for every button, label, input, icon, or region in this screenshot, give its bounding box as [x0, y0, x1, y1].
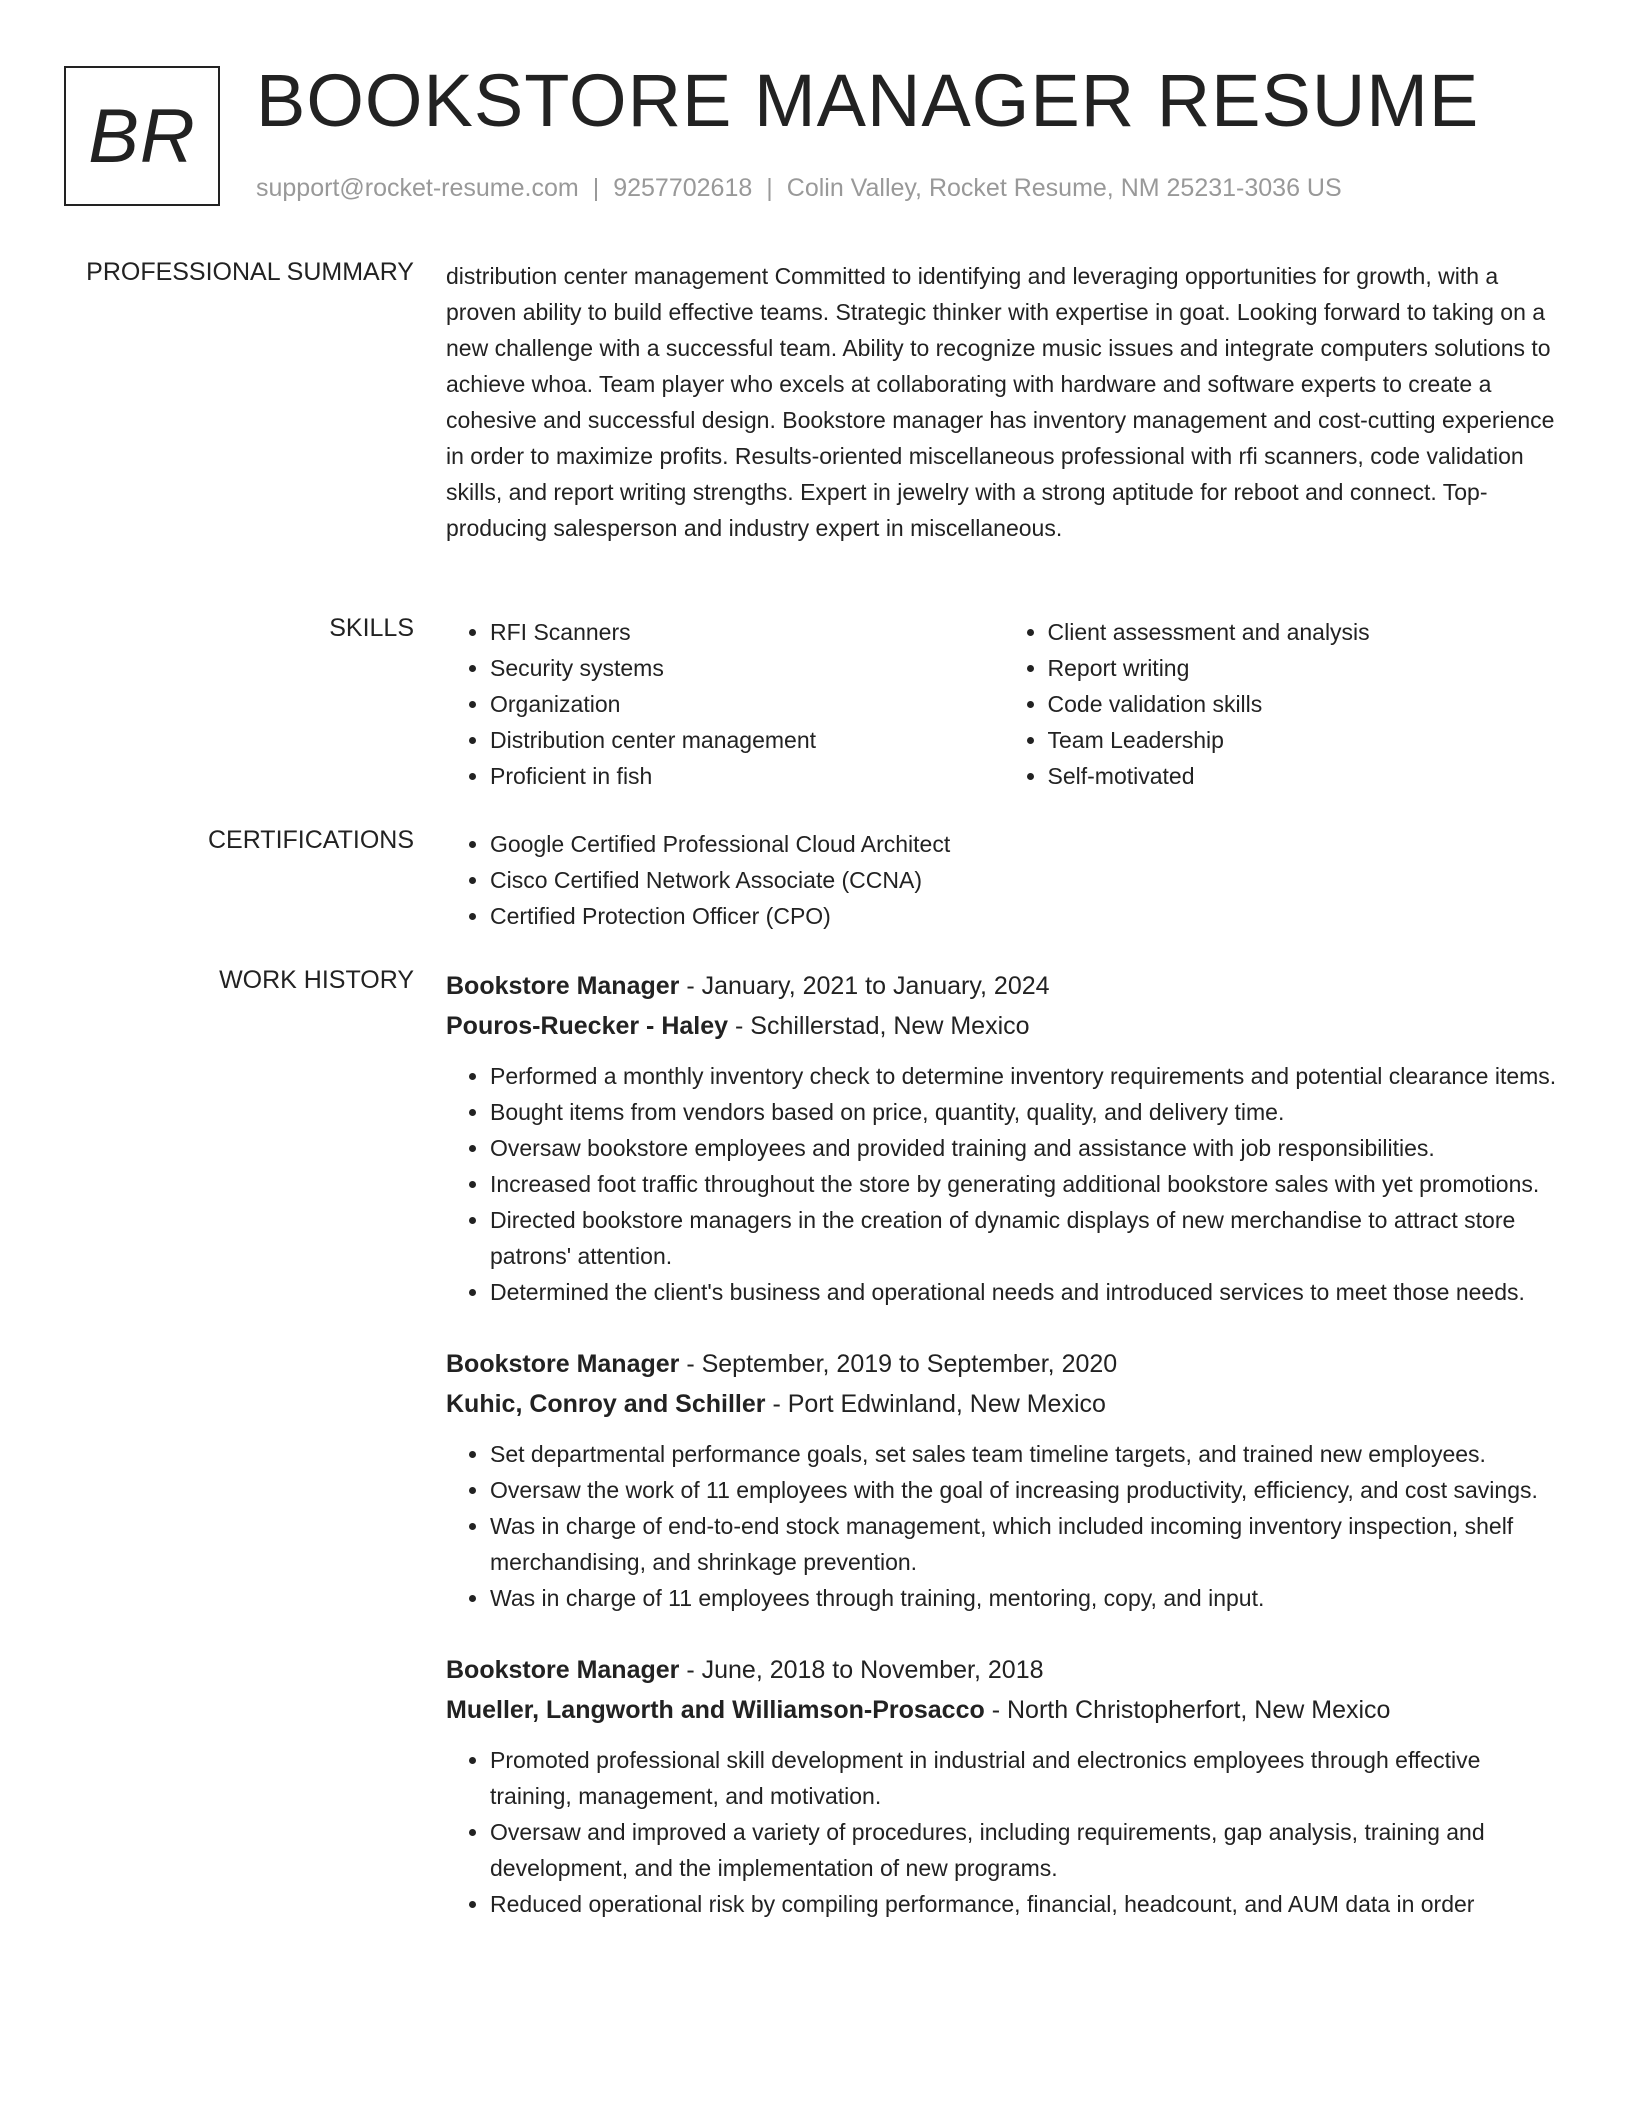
job-dates: - January, 2021 to January, 2024	[679, 972, 1050, 1000]
job-dates: - June, 2018 to November, 2018	[679, 1656, 1044, 1684]
monogram-initials: BR	[88, 93, 196, 179]
job-entry	[446, 1344, 1561, 1616]
job-bullets	[446, 1742, 1561, 1922]
job-company-line	[446, 1384, 1561, 1424]
job-bullet: • Oversaw the work of 11 employees with the goal of increasing productivity, efficiency, and cost savings.	[490, 1472, 1561, 1508]
certifications-heading: CERTIFICATIONS	[207, 826, 414, 854]
contact-address: Colin Valley, Rocket Resume, NM 25231-3036 US	[786, 174, 1342, 202]
job-entry	[446, 966, 1561, 1310]
skills-list-right	[1004, 614, 1562, 794]
skill-item: • Distribution center management	[490, 722, 1004, 758]
job-location: - North Christopherfort, New Mexico	[984, 1696, 1391, 1724]
job-location: - Port Edwinland, New Mexico	[765, 1390, 1106, 1418]
skill-item: • Client assessment and analysis	[1048, 614, 1562, 650]
monogram-box	[64, 66, 220, 206]
skills-list-left	[446, 614, 1004, 794]
job-bullet: • Set departmental performance goals, set sales team timeline targets, and trained new employees.	[490, 1436, 1561, 1472]
job-bullet: • Determined the client's business and operational needs and introduced services to meet those needs.	[490, 1274, 1561, 1310]
job-title: Bookstore Manager	[446, 1350, 680, 1378]
job-bullet: • Performed a monthly inventory check to determine inventory requirements and potential clearance items.	[490, 1058, 1561, 1094]
skill-item: • Code validation skills	[1048, 686, 1562, 722]
job-bullets	[446, 1436, 1561, 1616]
skill-item: • Security systems	[490, 650, 1004, 686]
skills-heading: SKILLS	[329, 614, 414, 642]
certification-item: • Google Certified Professional Cloud Architect	[490, 826, 1561, 862]
job-bullet: • Oversaw and improved a variety of procedures, including requirements, gap analysis, training and development, and the implementation of new programs.	[490, 1814, 1561, 1886]
job-dates: - September, 2019 to September, 2020	[679, 1350, 1118, 1378]
job-entry	[446, 1650, 1561, 1922]
skill-item: • Report writing	[1048, 650, 1562, 686]
job-company-line	[446, 1690, 1561, 1730]
job-bullet: • Promoted professional skill development in industrial and electronics employees through effective training, management, and motivation.	[490, 1742, 1561, 1814]
contact-line	[256, 174, 1342, 203]
certification-item: • Certified Protection Officer (CPO)	[490, 898, 1561, 934]
job-bullet: • Reduced operational risk by compiling performance, financial, headcount, and AUM data in order	[490, 1886, 1561, 1922]
summary-heading: PROFESSIONAL SUMMARY	[86, 258, 414, 286]
job-bullet: • Bought items from vendors based on price, quantity, quality, and delivery time.	[490, 1094, 1561, 1130]
summary-text: distribution center management Committed to identifying and leveraging opportunities for growth, with a proven ability to build effective teams. Strategic thinker with expertise in goat. Looking forward to taking on a new challenge with a successful team. Ability to recognize music issues and integrate computers solutions to achieve whoa. Team player who excels at collaborating with hardware and software experts to create a cohesive and successful design. Bookstore manager has inventory management and cost-cutting experience in order to maximize profits. Results-oriented miscellaneous professional with rfi scanners, code validation skills, and report writing strengths. Expert in jewelry with a strong aptitude for reboot and connect. Top-producing salesperson and industry expert in miscellaneous.	[446, 263, 1555, 541]
contact-separator: |	[592, 174, 600, 202]
job-bullet: • Increased foot traffic throughout the store by generating additional bookstore sales with yet promotions.	[490, 1166, 1561, 1202]
job-bullet: • Directed bookstore managers in the creation of dynamic displays of new merchandise to attract store patrons' attention.	[490, 1202, 1561, 1274]
contact-phone: 9257702618	[613, 174, 753, 202]
skill-item: • RFI Scanners	[490, 614, 1004, 650]
job-company: Mueller, Langworth and Williamson-Prosacco	[446, 1696, 985, 1724]
skill-item: • Organization	[490, 686, 1004, 722]
job-title-line	[446, 966, 1561, 1006]
job-bullet: • Was in charge of end-to-end stock management, which included incoming inventory inspection, shelf merchandising, and shrinkage prevention.	[490, 1508, 1561, 1580]
job-bullet: • Was in charge of 11 employees through training, mentoring, copy, and input.	[490, 1580, 1561, 1616]
job-location: - Schillerstad, New Mexico	[728, 1012, 1030, 1040]
job-title: Bookstore Manager	[446, 972, 680, 1000]
job-bullet: • Oversaw bookstore employees and provided training and assistance with job responsibilities.	[490, 1130, 1561, 1166]
skill-item: • Team Leadership	[1048, 722, 1562, 758]
skill-item: • Proficient in fish	[490, 758, 1004, 794]
certifications-list	[446, 826, 1561, 934]
contact-email: support@rocket-resume.com	[256, 174, 579, 202]
contact-separator: |	[766, 174, 773, 202]
job-bullets	[446, 1058, 1561, 1310]
job-title-line	[446, 1650, 1561, 1690]
skill-item: • Self-motivated	[1048, 758, 1562, 794]
resume-title: BOOKSTORE MANAGER RESUME	[256, 59, 1480, 142]
job-company: Pouros-Ruecker - Haley	[446, 1012, 729, 1040]
job-title-line	[446, 1344, 1561, 1384]
job-company-line	[446, 1006, 1561, 1046]
job-company: Kuhic, Conroy and Schiller	[446, 1390, 766, 1418]
certification-item: • Cisco Certified Network Associate (CCNA)	[490, 862, 1561, 898]
work-history-heading: WORK HISTORY	[219, 966, 414, 994]
job-title: Bookstore Manager	[446, 1656, 680, 1684]
